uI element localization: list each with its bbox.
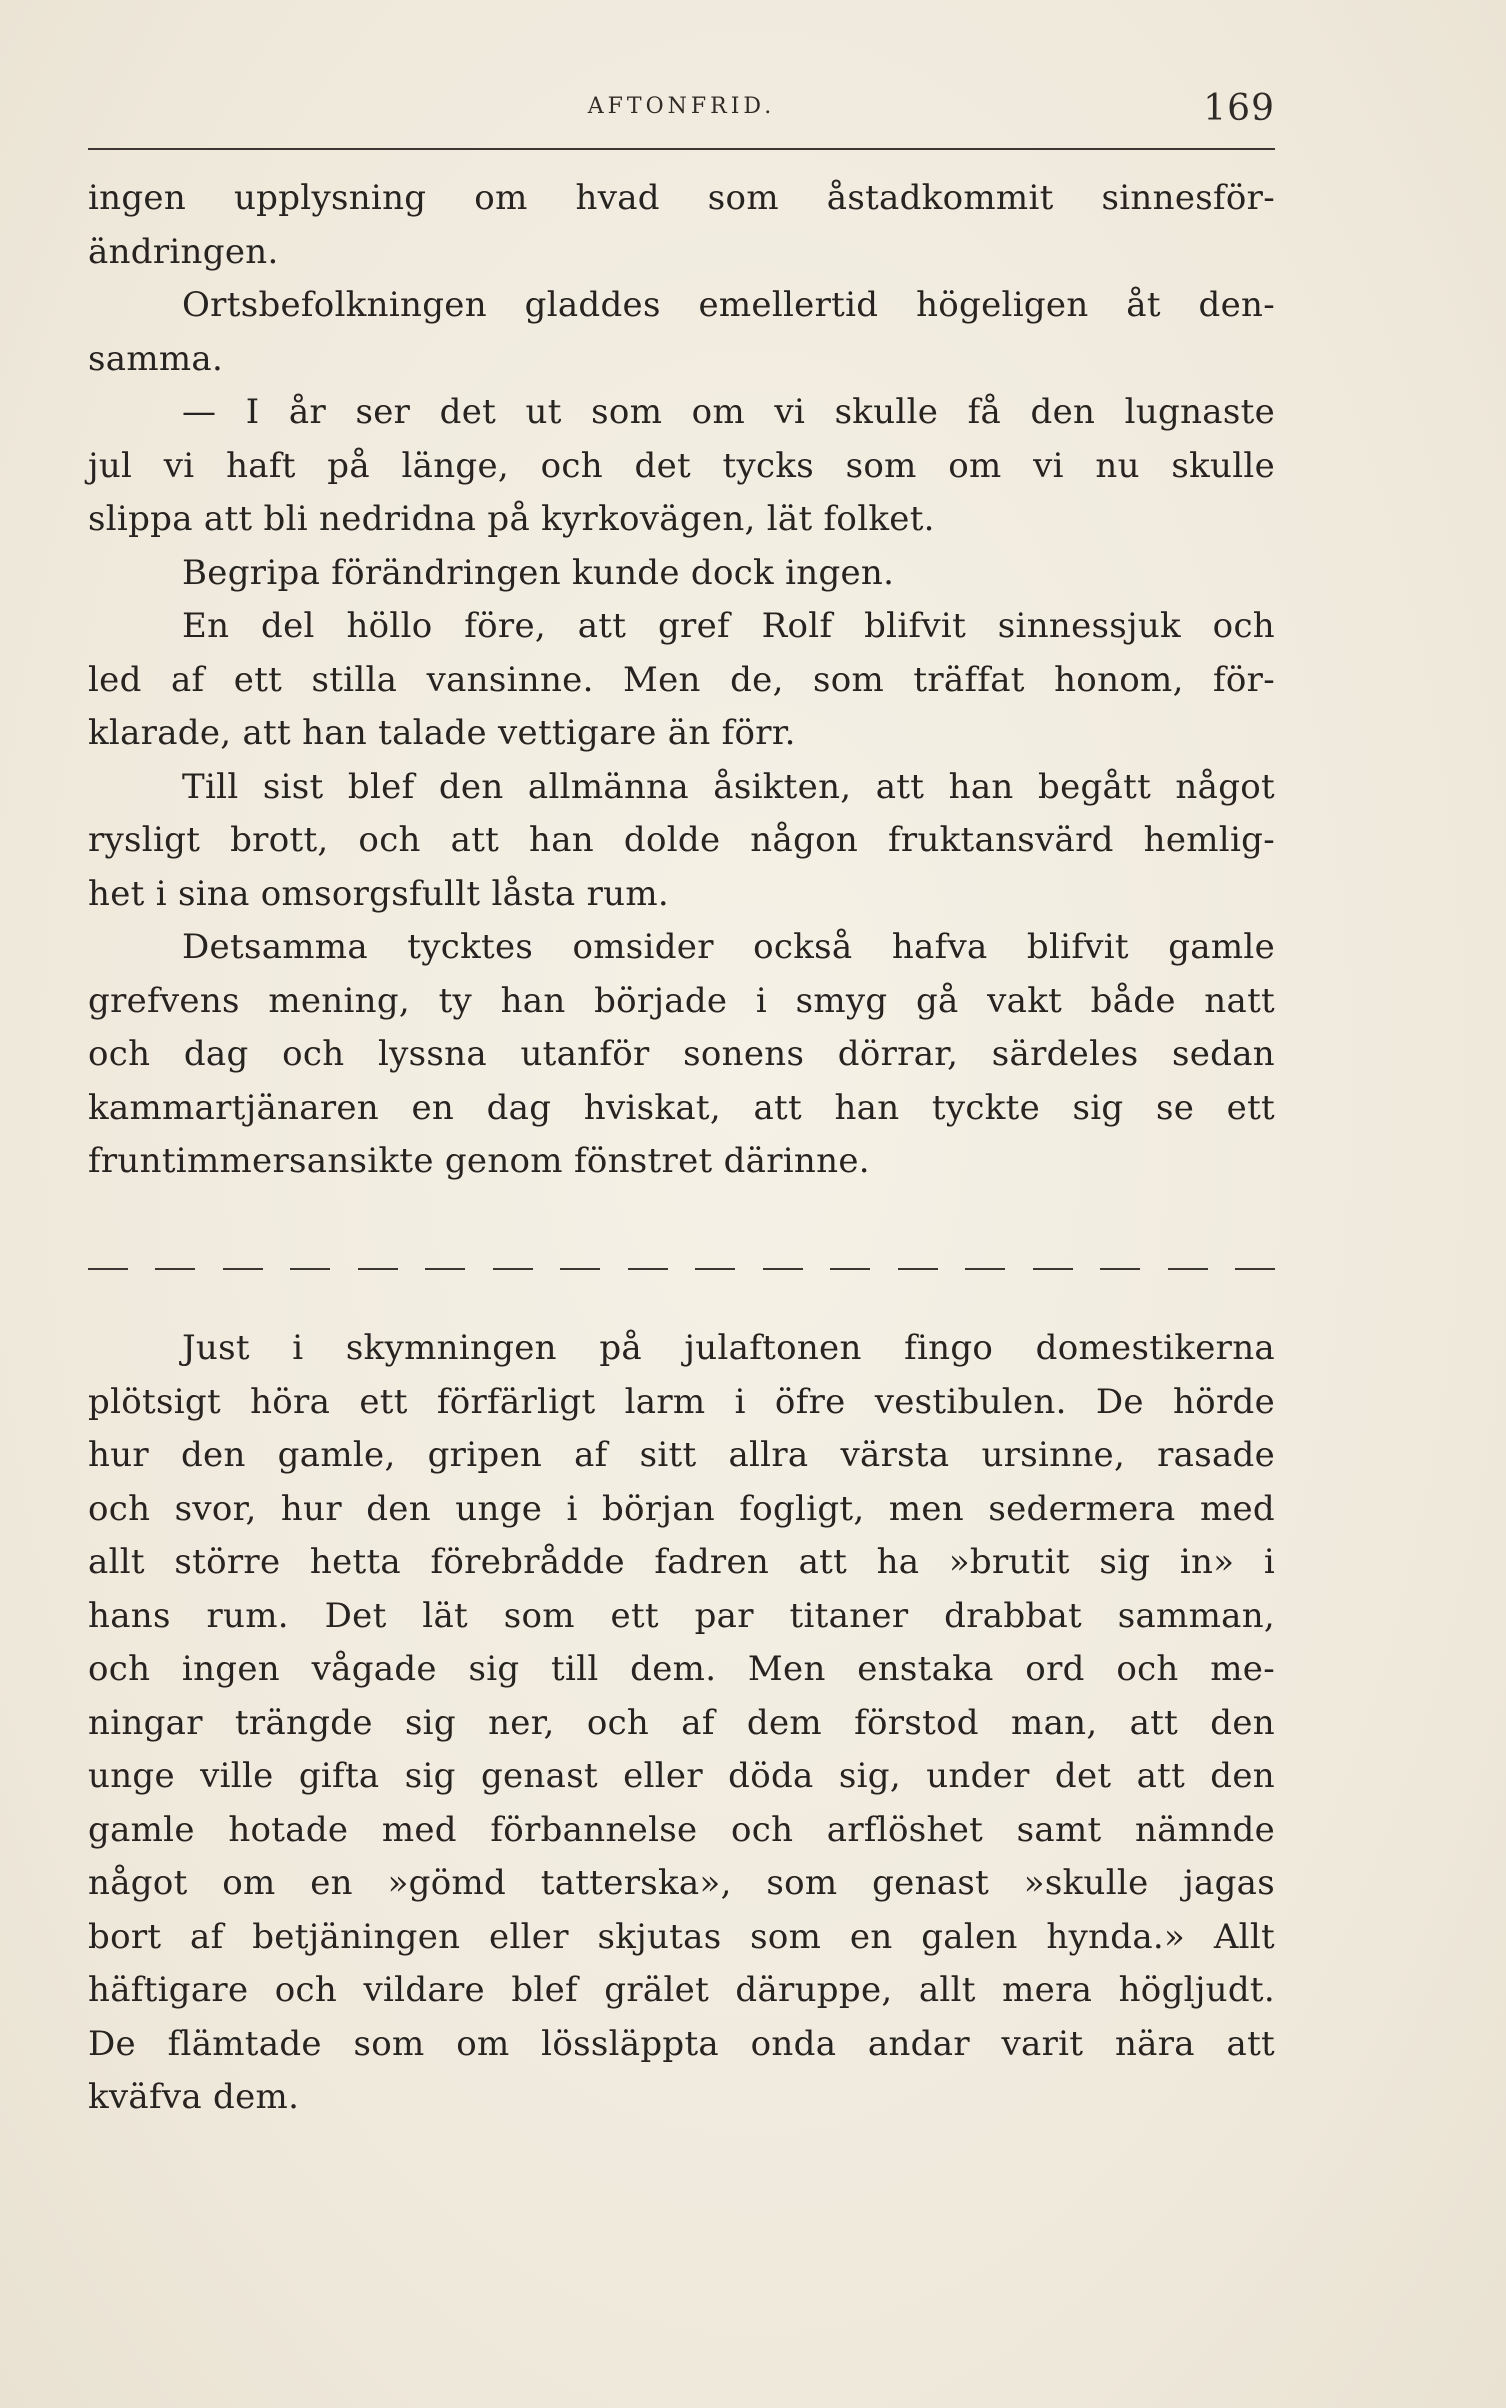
dash-mark [1100, 1268, 1140, 1270]
header-rule [88, 148, 1275, 150]
text-line: allt större hetta förebrådde fadren att ha »brutit sig in» i [88, 1542, 1275, 1582]
dash-mark [560, 1268, 600, 1270]
text-line: och ingen vågade sig till dem. Men enstaka ord och me- [88, 1649, 1275, 1689]
text-line: led af ett stilla vansinne. Men de, som träffat honom, för- [88, 659, 1275, 700]
dash-mark [763, 1268, 803, 1270]
section-break-dashes [88, 1268, 1275, 1272]
dash-mark [965, 1268, 1005, 1270]
dash-mark [223, 1268, 263, 1270]
text-line: ningar trängde sig ner, och af dem förstod man, att den [88, 1702, 1275, 1743]
text-line: gamle hotade med förbannelse och arflöshet samt nämnde [88, 1809, 1275, 1850]
dash-mark [898, 1268, 938, 1270]
running-head: AFTONFRID. [587, 94, 776, 119]
text-line: slippa att bli nedridna på kyrkovägen, lät folket. [88, 499, 935, 539]
text-line: och svor, hur den unge i början fogligt, men sedermera med [88, 1488, 1275, 1529]
text-line: Begripa förändringen kunde dock ingen. [182, 552, 895, 593]
text-line: Ortsbefolkningen gladdes emellertid högeligen åt den- [182, 285, 1275, 325]
text-line: kväfva dem. [88, 2077, 300, 2117]
text-line: ändringen. [88, 231, 279, 272]
text-line: Just i skymningen på julaftonen fingo domestikerna [182, 1328, 1275, 1368]
text-line: hur den gamle, gripen af sitt allra värsta ursinne, rasade [88, 1435, 1275, 1475]
dash-mark [493, 1268, 533, 1270]
text-line: kammartjänaren en dag hviskat, att han tyckte sig se ett [88, 1087, 1275, 1128]
text-line: bort af betjäningen eller skjutas som en galen hynda.» Allt [88, 1916, 1275, 1957]
text-line: rysligt brott, och att han dolde någon fruktansvärd hemlig- [88, 820, 1275, 860]
dash-mark [695, 1268, 735, 1270]
dash-mark [1168, 1268, 1208, 1270]
dash-mark [290, 1268, 330, 1270]
text-line: Till sist blef den allmänna åsikten, att han begått något [182, 766, 1275, 807]
text-line: och dag och lyssna utanför sonens dörrar, särdeles sedan [88, 1034, 1275, 1074]
text-line: något om en »gömd tatterska», som genast »skulle jagas [88, 1863, 1275, 1903]
text-line: grefvens mening, ty han började i smyg gå vakt både natt [88, 980, 1275, 1021]
dash-mark [358, 1268, 398, 1270]
page-number: 169 [1203, 88, 1275, 129]
text-line: En del höllo före, att gref Rolf blifvit sinnessjuk och [182, 606, 1275, 646]
text-line: hans rum. Det lät som ett par titaner drabbat samman, [88, 1595, 1275, 1636]
text-line: fruntimmersansikte genom fönstret därinne. [88, 1141, 870, 1181]
text-line: — I år ser det ut som om vi skulle få den lugnaste [182, 392, 1275, 432]
dash-mark [1235, 1268, 1275, 1270]
page-header [88, 88, 1275, 144]
text-line: häftigare och vildare blef grälet däruppe, allt mera högljudt. [88, 1970, 1275, 2010]
dash-mark [830, 1268, 870, 1270]
text-line: plötsigt höra ett förfärligt larm i öfre vestibulen. De hörde [88, 1381, 1275, 1422]
dash-mark [628, 1268, 668, 1270]
dash-mark [425, 1268, 465, 1270]
dash-mark [1033, 1268, 1073, 1270]
text-line: klarade, att han talade vettigare än förr. [88, 713, 796, 753]
body-text-after-break [88, 1322, 1275, 2125]
dash-mark [155, 1268, 195, 1270]
text-line: samma. [88, 338, 224, 379]
dash-mark [88, 1268, 128, 1270]
text-line: Detsamma tycktes omsider också hafva blifvit gamle [182, 927, 1275, 967]
text-line: jul vi haft på länge, och det tycks som om vi nu skulle [88, 445, 1275, 486]
text-line: De flämtade som om lössläppta onda andar varit nära att [88, 2023, 1275, 2064]
text-line: unge ville gifta sig genast eller döda sig, under det att den [88, 1756, 1275, 1796]
text-line: het i sina omsorgsfullt låsta rum. [88, 873, 669, 914]
text-line: ingen upplysning om hvad som åstadkommit sinnesför- [88, 178, 1275, 218]
body-text-before-break [88, 172, 1275, 1189]
